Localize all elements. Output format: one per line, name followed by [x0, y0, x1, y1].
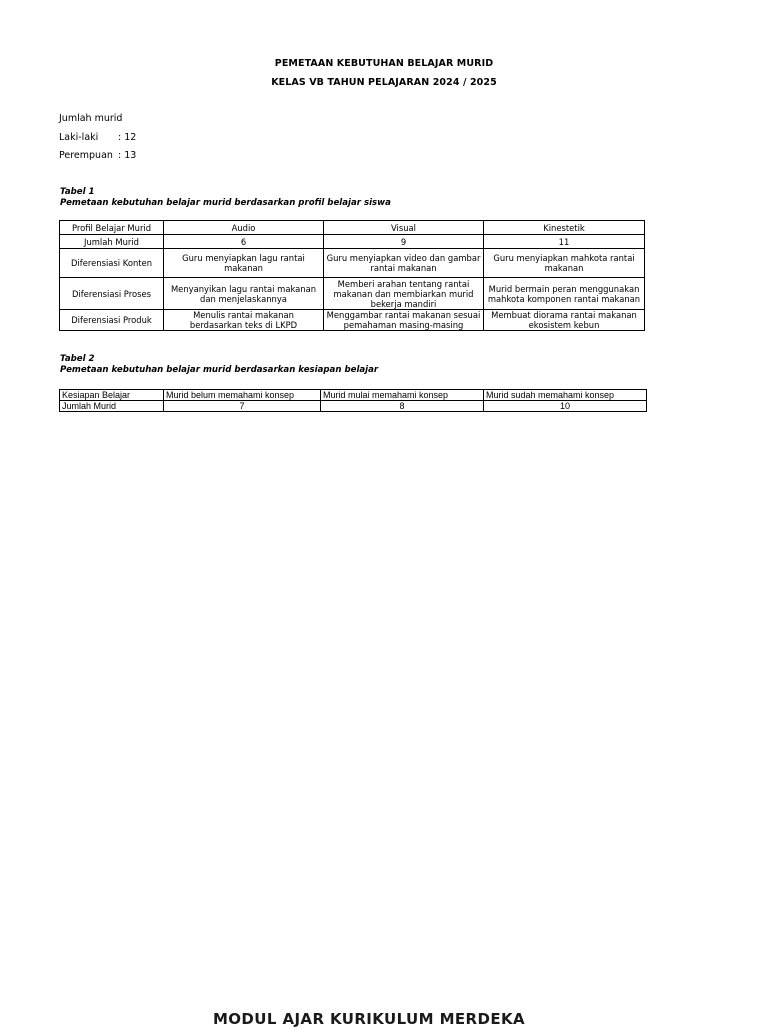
table-header-cell: Murid belum memahami konsep	[164, 390, 321, 401]
page-title-line-2: KELAS VB TAHUN PELAJARAN 2024 / 2025	[271, 77, 497, 88]
table-row	[60, 401, 647, 412]
table-cell: 6	[164, 235, 324, 249]
table-1-caption-number: Tabel 1	[60, 187, 95, 197]
table-header-cell: Audio	[164, 221, 324, 235]
table-row	[60, 249, 645, 278]
table-row	[60, 278, 645, 310]
female-count-label: Perempuan	[59, 150, 113, 161]
table-cell: Menulis rantai makanan berdasarkan teks di LKPD	[164, 310, 324, 331]
table-cell: 8	[321, 401, 484, 412]
table-header-cell: Kesiapan Belajar	[60, 390, 164, 401]
table-cell: Menggambar rantai makanan sesuai pemahaman masing-masing	[324, 310, 484, 331]
table-2-caption-number: Tabel 2	[60, 354, 95, 364]
table-cell: Memberi arahan tentang rantai makanan dan membiarkan murid bekerja mandiri	[324, 278, 484, 310]
table-cell: Murid bermain peran menggunakan mahkota komponen rantai makanan	[484, 278, 645, 310]
table-1-caption	[60, 187, 391, 209]
table-cell: Menyanyikan lagu rantai makanan dan menjelaskannya	[164, 278, 324, 310]
row-label-cell: Diferensiasi Konten	[60, 249, 164, 278]
table-cell: Guru menyiapkan lagu rantai makanan	[164, 249, 324, 278]
male-count-row	[59, 132, 136, 143]
table-header-row	[60, 390, 647, 401]
table-header-row	[60, 221, 645, 235]
table-cell: 7	[164, 401, 321, 412]
table-cell: 11	[484, 235, 645, 249]
table-cell: 10	[484, 401, 647, 412]
female-count-row	[59, 150, 136, 161]
table-row	[60, 235, 645, 249]
row-label-cell: Jumlah Murid	[60, 235, 164, 249]
female-count-value: : 13	[118, 150, 137, 161]
row-label-cell: Jumlah Murid	[60, 401, 164, 412]
table-2-caption-text: Pemetaan kebutuhan belajar murid berdasarkan kesiapan belajar	[60, 365, 379, 375]
table-header-cell: Murid sudah memahami konsep	[484, 390, 647, 401]
table-2-caption	[60, 354, 378, 376]
table-cell: Guru menyiapkan video dan gambar rantai makanan	[324, 249, 484, 278]
total-students-label: Jumlah murid	[59, 113, 123, 124]
learning-profile-table	[59, 220, 645, 331]
row-label-cell: Diferensiasi Proses	[60, 278, 164, 310]
male-count-value: : 12	[118, 132, 137, 143]
table-cell: Membuat diorama rantai makanan ekosistem kebun	[484, 310, 645, 331]
learning-readiness-table	[59, 389, 647, 412]
page-title-line-1: PEMETAAN KEBUTUHAN BELAJAR MURID	[274, 58, 494, 69]
table-header-cell: Profil Belajar Murid	[60, 221, 164, 235]
row-label-cell: Diferensiasi Produk	[60, 310, 164, 331]
table-cell: 9	[324, 235, 484, 249]
next-page-title: MODUL AJAR KURIKULUM MERDEKA	[212, 1010, 526, 1028]
table-header-cell: Murid mulai memahami konsep	[321, 390, 484, 401]
table-header-cell: Visual	[324, 221, 484, 235]
male-count-label: Laki-laki	[59, 132, 99, 143]
table-row	[60, 310, 645, 331]
table-1-caption-text: Pemetaan kebutuhan belajar murid berdasarkan profil belajar siswa	[60, 198, 391, 208]
table-cell: Guru menyiapkan mahkota rantai makanan	[484, 249, 645, 278]
table-header-cell: Kinestetik	[484, 221, 645, 235]
